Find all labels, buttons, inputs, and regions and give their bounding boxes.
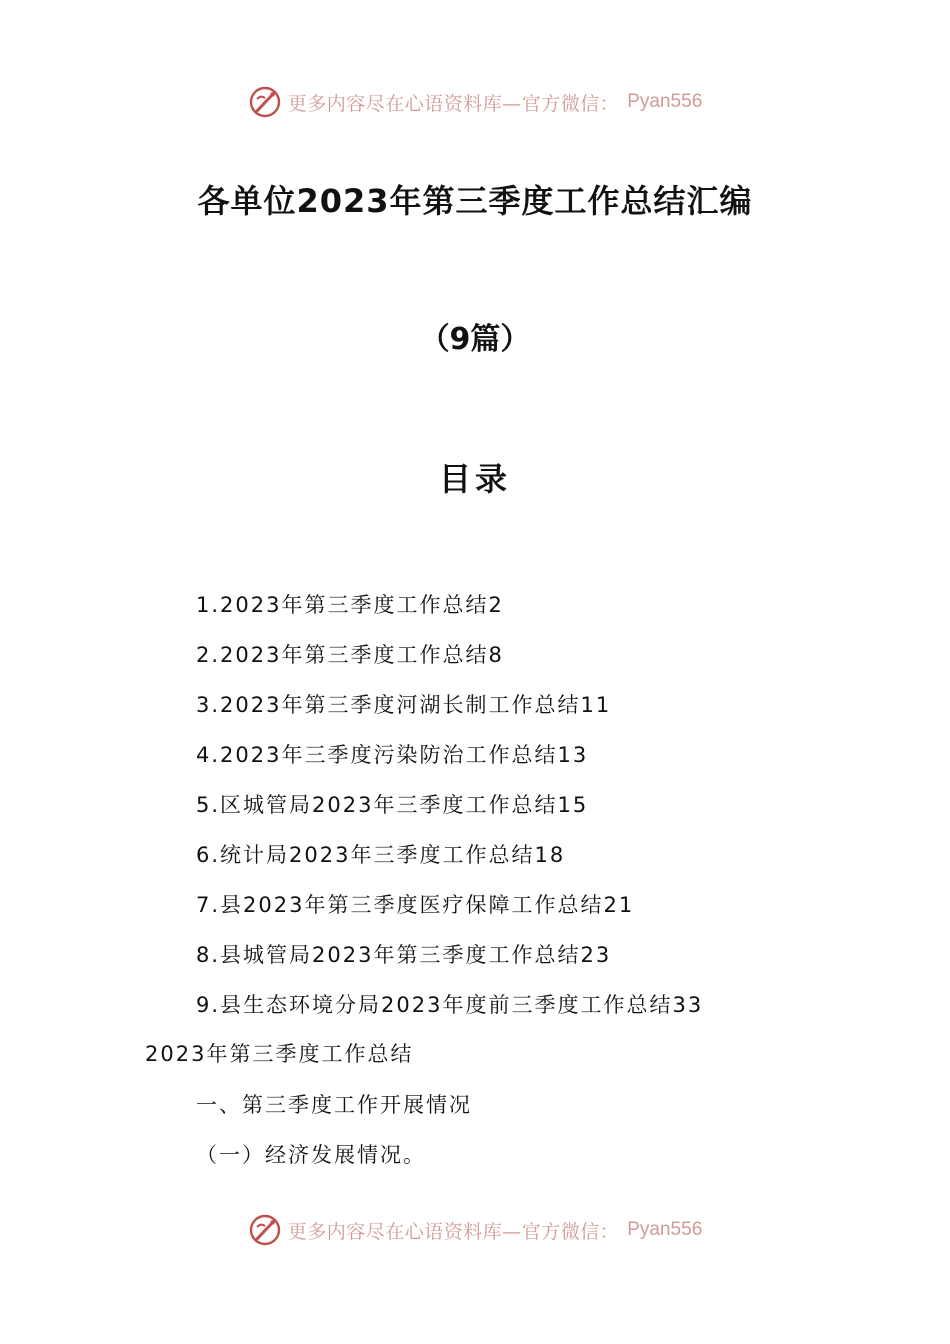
- toc-item[interactable]: 2.2023年第三季度工作总结8: [196, 643, 504, 667]
- pen-logo-icon: [248, 1213, 282, 1247]
- watermark-wechat-id: Pyan556: [627, 1219, 703, 1240]
- watermark-text: 更多内容尽在心语资料库—官方微信：: [287, 92, 620, 115]
- section-heading-2: （一）经济发展情况。: [196, 1143, 426, 1167]
- toc-item[interactable]: 7.县2023年第三季度医疗保障工作总结21: [196, 893, 635, 917]
- watermark-footer: [0, 1210, 950, 1250]
- watermark-text: 更多内容尽在心语资料库—官方微信：: [287, 1220, 620, 1243]
- document-subtitle: （9篇）: [419, 322, 531, 357]
- toc-item[interactable]: 6.统计局2023年三季度工作总结18: [196, 843, 566, 867]
- toc-item[interactable]: 8.县城管局2023年第三季度工作总结23: [196, 943, 612, 967]
- toc-item[interactable]: 1.2023年第三季度工作总结2: [196, 593, 504, 617]
- table-of-contents: [196, 588, 703, 1038]
- toc-heading: 目录: [438, 460, 511, 498]
- toc-item[interactable]: 9.县生态环境分局2023年度前三季度工作总结33: [196, 993, 704, 1017]
- watermark-wechat-id: Pyan556: [627, 91, 703, 112]
- pen-logo-icon: [248, 85, 282, 119]
- section-heading-1: 一、第三季度工作开展情况: [196, 1093, 472, 1117]
- toc-item[interactable]: 5.区城管局2023年三季度工作总结15: [196, 793, 589, 817]
- section-title: 2023年第三季度工作总结: [145, 1042, 414, 1066]
- toc-item[interactable]: 4.2023年三季度污染防治工作总结13: [196, 743, 589, 767]
- watermark-header: [0, 82, 950, 122]
- toc-item[interactable]: 3.2023年第三季度河湖长制工作总结11: [196, 693, 612, 717]
- document-title: 各单位2023年第三季度工作总结汇编: [197, 182, 753, 220]
